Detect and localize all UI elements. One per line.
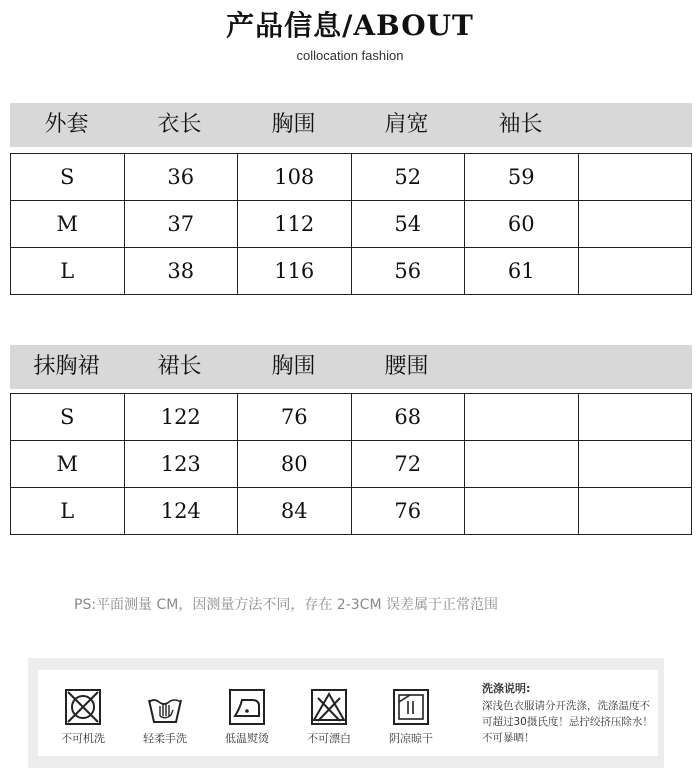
table-row — [11, 201, 692, 248]
header-category: 外套 — [44, 112, 89, 137]
header-shoulder: 肩宽 — [384, 112, 429, 137]
header-sleeve: 袖长 — [498, 112, 543, 137]
care-item-no-bleach — [288, 688, 370, 746]
care-label: 不可机洗 — [61, 732, 105, 745]
value-cell: 80 — [238, 441, 352, 488]
wash-instructions — [472, 670, 658, 756]
outerwear-grid — [10, 153, 692, 295]
value-cell: 68 — [351, 394, 465, 441]
care-label: 不可漂白 — [307, 732, 351, 745]
value-cell: 76 — [238, 394, 352, 441]
value-cell: 72 — [351, 441, 465, 488]
dress-size-table — [10, 345, 692, 535]
size-cell: S — [11, 154, 125, 201]
value-cell: 59 — [465, 154, 579, 201]
shade-dry-icon — [392, 688, 430, 726]
no-bleach-icon — [310, 688, 348, 726]
care-item-low-iron — [206, 688, 288, 746]
empty-cell — [578, 394, 692, 441]
page-subtitle: collocation fashion — [296, 48, 404, 63]
care-panel — [28, 658, 664, 768]
header-length: 衣长 — [157, 112, 202, 137]
outerwear-size-table — [10, 103, 692, 295]
value-cell: 123 — [124, 441, 238, 488]
value-cell: 108 — [238, 154, 352, 201]
value-cell: 52 — [351, 154, 465, 201]
value-cell: 61 — [465, 248, 579, 295]
empty-cell — [465, 394, 579, 441]
header-skirt-length: 裙长 — [157, 354, 202, 379]
value-cell: 38 — [124, 248, 238, 295]
header-waist: 腰围 — [384, 354, 429, 379]
value-cell: 124 — [124, 488, 238, 535]
table-row — [11, 154, 692, 201]
value-cell: 116 — [238, 248, 352, 295]
page-title: 产品信息/ABOUT — [226, 9, 474, 42]
wash-instructions-body: 深浅色衣服请分开洗涤，洗涤温度不可超过30摄氏度！忌拧绞挤压除水！不可暴晒！ — [482, 700, 653, 744]
empty-cell — [578, 488, 692, 535]
size-cell: S — [11, 394, 125, 441]
size-cell: M — [11, 201, 125, 248]
value-cell: 84 — [238, 488, 352, 535]
table-row — [11, 441, 692, 488]
dress-header-bar — [10, 345, 692, 389]
table-row — [11, 248, 692, 295]
value-cell: 76 — [351, 488, 465, 535]
measurement-note: PS:平面测量 CM，因测量方法不同，存在 2-3CM 误差属于正常范围 — [74, 597, 498, 613]
empty-cell — [465, 488, 579, 535]
care-label: 轻柔手洗 — [143, 732, 187, 745]
size-cell: L — [11, 488, 125, 535]
value-cell: 60 — [465, 201, 579, 248]
empty-cell — [578, 201, 692, 248]
wash-instructions-title: 洗涤说明: — [482, 682, 531, 695]
header-category: 抹胸裙 — [33, 354, 100, 379]
empty-cell — [578, 248, 692, 295]
size-cell: M — [11, 441, 125, 488]
empty-cell — [578, 154, 692, 201]
empty-cell — [465, 441, 579, 488]
value-cell: 122 — [124, 394, 238, 441]
care-label: 低温熨烫 — [225, 732, 269, 745]
table-row — [11, 488, 692, 535]
value-cell: 112 — [238, 201, 352, 248]
value-cell: 37 — [124, 201, 238, 248]
header-chest: 胸围 — [271, 112, 316, 137]
low-iron-icon — [228, 688, 266, 726]
care-item-no-machine-wash — [42, 688, 124, 746]
outerwear-header-bar — [10, 103, 692, 147]
value-cell: 36 — [124, 154, 238, 201]
care-item-hand-wash — [124, 688, 206, 746]
care-label: 阴凉晾干 — [389, 732, 433, 745]
hand-wash-icon — [146, 688, 184, 726]
table-row — [11, 394, 692, 441]
no-machine-wash-icon — [64, 688, 102, 726]
care-item-shade-dry — [370, 688, 452, 746]
size-cell: L — [11, 248, 125, 295]
value-cell: 56 — [351, 248, 465, 295]
value-cell: 54 — [351, 201, 465, 248]
empty-cell — [578, 441, 692, 488]
dress-grid — [10, 393, 692, 535]
header-chest: 胸围 — [271, 354, 316, 379]
care-icons-panel — [38, 670, 490, 756]
